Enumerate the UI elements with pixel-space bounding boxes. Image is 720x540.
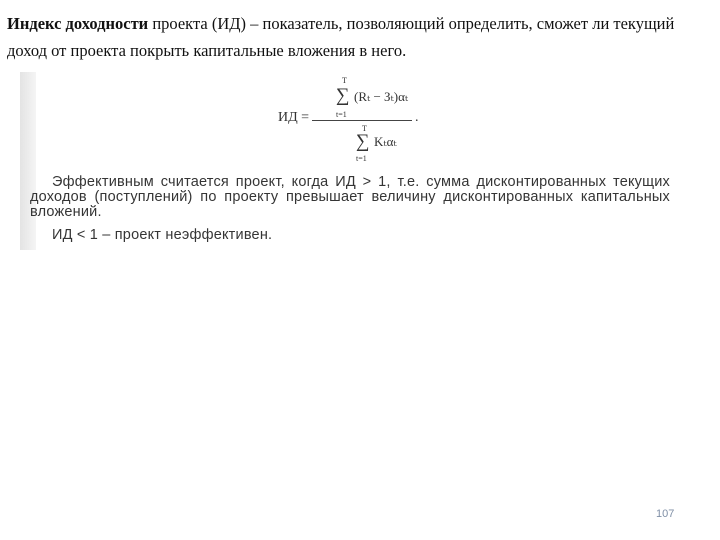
efficiency-paragraph: Эффективным считается проект, когда ИД > 1, т.е. сумма дисконтированных текущих доходов (поступлений) по проекту превышает величину дисконтированных капитальных вложений. [30,174,670,220]
formula-lhs: ИД = [278,110,310,125]
denominator-sum-symbol: ∑ [356,131,370,152]
intro-paragraph [7,10,707,64]
denominator-upper-limit: T [362,124,367,133]
numerator-upper-limit: T [342,76,347,85]
scanned-excerpt [20,72,670,250]
numerator-lower-limit: t=1 [336,110,347,119]
formula-period: . [415,110,419,125]
inefficiency-paragraph: ИД < 1 – проект неэффективен. [52,227,273,243]
intro-bold-term: Индекс доходности [7,14,149,33]
denominator-lower-limit: t=1 [356,154,367,163]
formula-denominator: Kₜαₜ [374,134,397,149]
page-number: 107 [656,508,675,520]
intro-text: проекта (ИД) – показатель, позволяющий определить, сможет ли текущий доход от проекта покрыть капитальные вложения в него. [7,14,675,60]
numerator-sum-symbol: ∑ [336,85,350,106]
profitability-index-formula [278,74,438,166]
formula-numerator: (Rₜ − Зₜ)αₜ [354,89,409,104]
scan-artifact-strip [20,72,36,250]
fraction-bar [312,120,412,121]
